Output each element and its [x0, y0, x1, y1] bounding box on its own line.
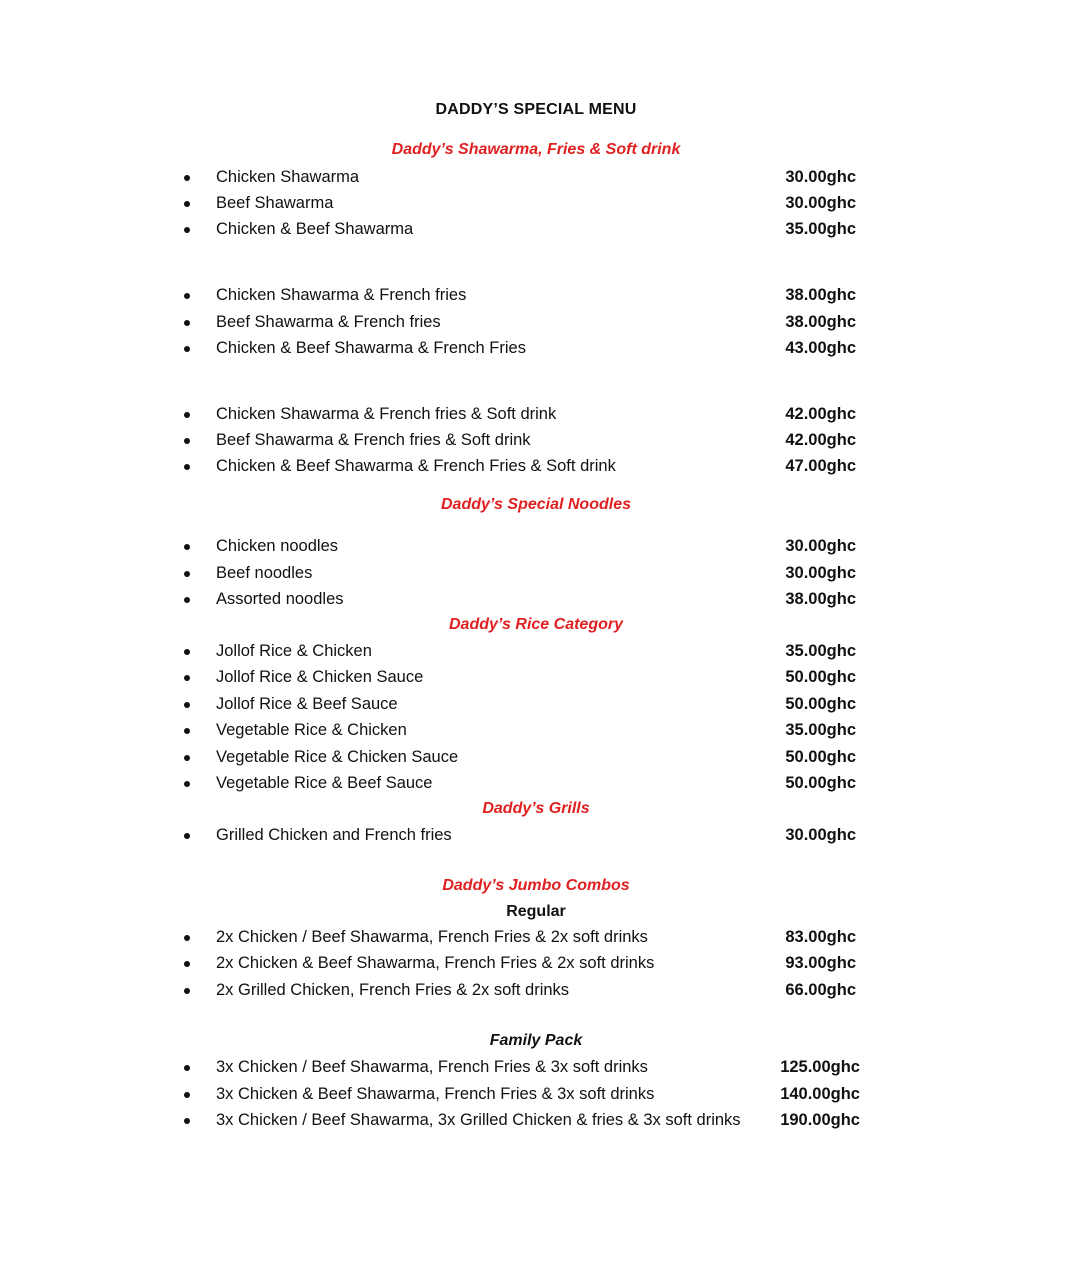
list-item [0, 218, 1072, 242]
item-name: Jollof Rice & Chicken Sauce [216, 668, 424, 686]
list-item [0, 772, 1072, 796]
bullet-icon [184, 781, 190, 787]
bullet-icon [184, 988, 190, 994]
list-item [0, 1083, 1072, 1107]
bullet-icon [184, 571, 190, 577]
item-name: Chicken Shawarma & French fries & Soft drink [216, 405, 557, 423]
bullet-icon [184, 675, 190, 681]
item-name: Jollof Rice & Chicken [216, 642, 372, 660]
item-name: 2x Chicken & Beef Shawarma, French Fries & 2x soft drinks [216, 954, 655, 972]
item-price: 42.00ghc [785, 431, 856, 449]
list-item [0, 952, 1072, 976]
section-heading-noodles: Daddy’s Special Noodles [441, 496, 631, 513]
item-price: 35.00ghc [785, 721, 856, 739]
item-name: 2x Chicken / Beef Shawarma, French Fries & 2x soft drinks [216, 928, 648, 946]
section-heading-jumbo: Daddy’s Jumbo Combos [442, 877, 630, 894]
section-heading-rice: Daddy’s Rice Category [449, 616, 623, 633]
item-name: Chicken Shawarma [216, 168, 360, 186]
item-price: 43.00ghc [785, 339, 856, 357]
list-item [0, 166, 1072, 190]
item-name: 3x Chicken / Beef Shawarma, 3x Grilled Chicken & fries & 3x soft drinks [216, 1111, 741, 1129]
bullet-icon [184, 464, 190, 470]
menu-title: DADDY’S SPECIAL MENU [435, 101, 637, 118]
list-item [0, 284, 1072, 308]
item-name: Chicken & Beef Shawarma & French Fries & Soft drink [216, 457, 616, 475]
list-item [0, 455, 1072, 479]
list-item [0, 562, 1072, 586]
list-item [0, 824, 1072, 848]
list-item [0, 337, 1072, 361]
item-price: 50.00ghc [785, 695, 856, 713]
subheading-regular: Regular [506, 903, 566, 920]
item-name: 3x Chicken / Beef Shawarma, French Fries & 3x soft drinks [216, 1058, 648, 1076]
list-item [0, 640, 1072, 664]
bullet-icon [184, 412, 190, 418]
bullet-icon [184, 833, 190, 839]
bullet-icon [184, 346, 190, 352]
item-price: 38.00ghc [785, 313, 856, 331]
bullet-icon [184, 175, 190, 181]
bullet-icon [184, 597, 190, 603]
item-price: 30.00ghc [785, 564, 856, 582]
subheading-family-pack: Family Pack [489, 1032, 583, 1049]
item-price: 42.00ghc [785, 405, 856, 423]
bullet-icon [184, 1118, 190, 1124]
item-price: 50.00ghc [785, 668, 856, 686]
bullet-icon [184, 320, 190, 326]
item-price: 50.00ghc [785, 774, 856, 792]
item-name: Jollof Rice & Beef Sauce [216, 695, 398, 713]
bullet-icon [184, 1092, 190, 1098]
list-item [0, 192, 1072, 216]
item-name: Vegetable Rice & Chicken Sauce [216, 748, 459, 766]
list-item [0, 666, 1072, 690]
item-price: 190.00ghc [780, 1111, 860, 1129]
list-item [0, 719, 1072, 743]
item-price: 47.00ghc [785, 457, 856, 475]
bullet-icon [184, 755, 190, 761]
list-item [0, 746, 1072, 770]
list-item [0, 926, 1072, 950]
list-item [0, 979, 1072, 1003]
item-price: 66.00ghc [785, 981, 856, 999]
item-price: 50.00ghc [785, 748, 856, 766]
bullet-icon [184, 961, 190, 967]
item-name: Assorted noodles [216, 590, 344, 608]
item-name: Chicken Shawarma & French fries [216, 286, 467, 304]
item-name: Chicken & Beef Shawarma [216, 220, 414, 238]
bullet-icon [184, 935, 190, 941]
item-name: Chicken noodles [216, 537, 338, 555]
list-item [0, 535, 1072, 559]
item-name: Grilled Chicken and French fries [216, 826, 452, 844]
item-name: Vegetable Rice & Beef Sauce [216, 774, 433, 792]
bullet-icon [184, 728, 190, 734]
list-item [0, 429, 1072, 453]
item-price: 35.00ghc [785, 642, 856, 660]
list-item [0, 403, 1072, 427]
item-price: 30.00ghc [785, 826, 856, 844]
item-price: 30.00ghc [785, 168, 856, 186]
item-price: 83.00ghc [785, 928, 856, 946]
list-item [0, 311, 1072, 335]
item-name: Vegetable Rice & Chicken [216, 721, 407, 739]
list-item [0, 1109, 1072, 1133]
section-heading-shawarma: Daddy’s Shawarma, Fries & Soft drink [391, 141, 681, 158]
list-item [0, 693, 1072, 717]
bullet-icon [184, 201, 190, 207]
bullet-icon [184, 544, 190, 550]
item-name: Beef noodles [216, 564, 313, 582]
item-name: Chicken & Beef Shawarma & French Fries [216, 339, 526, 357]
item-name: Beef Shawarma [216, 194, 334, 212]
item-name: 3x Chicken & Beef Shawarma, French Fries & 3x soft drinks [216, 1085, 655, 1103]
item-name: Beef Shawarma & French fries & Soft drink [216, 431, 531, 449]
item-name: 2x Grilled Chicken, French Fries & 2x soft drinks [216, 981, 570, 999]
item-price: 140.00ghc [780, 1085, 860, 1103]
list-item [0, 1056, 1072, 1080]
bullet-icon [184, 649, 190, 655]
item-price: 30.00ghc [785, 537, 856, 555]
item-price: 38.00ghc [785, 286, 856, 304]
item-price: 125.00ghc [780, 1058, 860, 1076]
list-item [0, 588, 1072, 612]
bullet-icon [184, 227, 190, 233]
bullet-icon [184, 1065, 190, 1071]
section-heading-grills: Daddy’s Grills [482, 800, 590, 817]
item-price: 30.00ghc [785, 194, 856, 212]
item-name: Beef Shawarma & French fries [216, 313, 441, 331]
item-price: 35.00ghc [785, 220, 856, 238]
bullet-icon [184, 438, 190, 444]
item-price: 38.00ghc [785, 590, 856, 608]
bullet-icon [184, 702, 190, 708]
bullet-icon [184, 293, 190, 299]
item-price: 93.00ghc [785, 954, 856, 972]
